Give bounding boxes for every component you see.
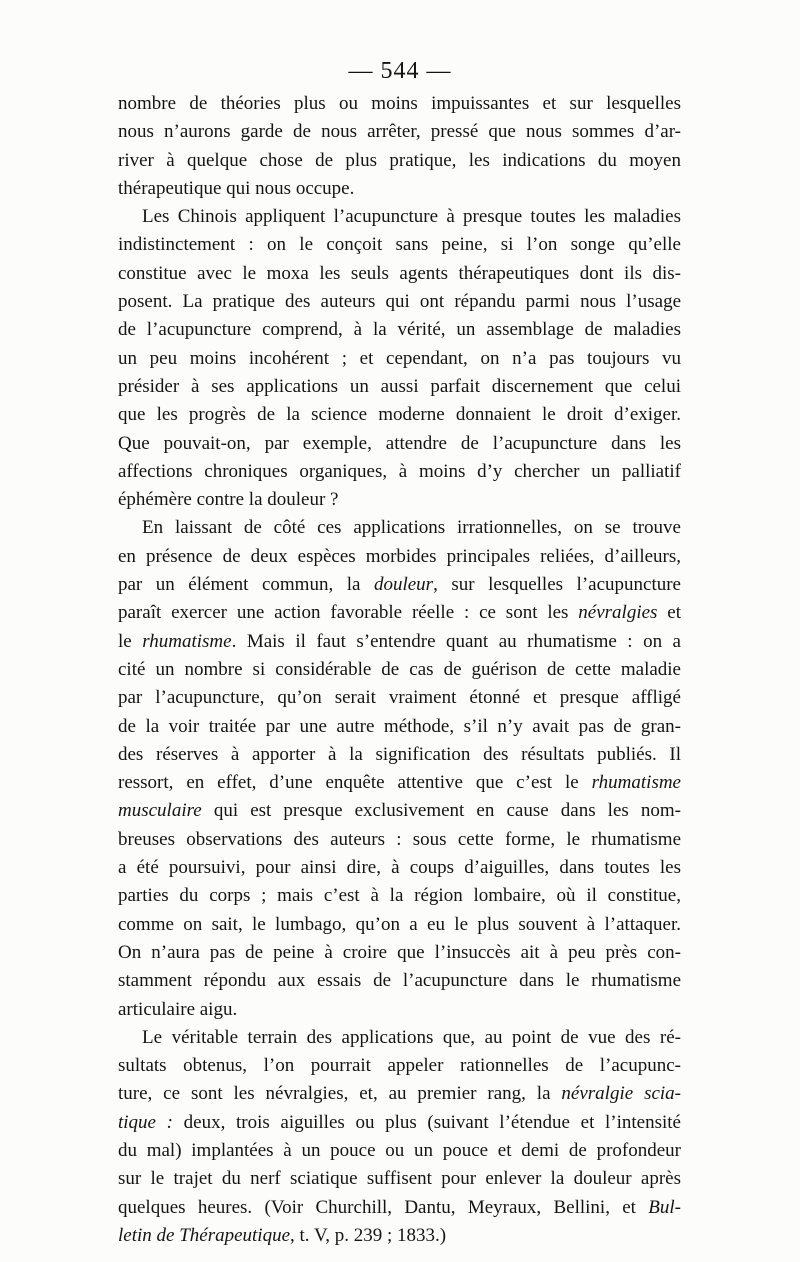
text-segment: , t. V, p. 239 ; 1833.) (290, 1224, 447, 1246)
text-segment: deux, trois aiguilles ou plus (suivant l’étendue et l’intensité (172, 1111, 681, 1133)
text-line (118, 854, 681, 882)
text-segment: des réserves à apporter à la signification des résultats publiés. Il (118, 743, 681, 765)
text-line (118, 175, 681, 203)
text-line (118, 543, 681, 571)
text-line (118, 996, 681, 1024)
paragraph (118, 203, 681, 514)
text-segment: par l’acupuncture, qu’on serait vraiment étonné et presque affligé (118, 687, 681, 709)
text-segment: articulaire aigu. (118, 998, 238, 1020)
text-line (118, 741, 681, 769)
text-line (118, 826, 681, 854)
text-segment: breuses observations des auteurs : sous cette forme, le rhumatisme (118, 828, 681, 850)
paragraph (118, 90, 681, 203)
text-line (118, 1194, 681, 1222)
italic-text: rhumatisme (142, 630, 232, 652)
text-segment: qui est presque exclusivement en cause dans les nom- (201, 800, 681, 822)
text-line (118, 260, 681, 288)
text-segment: de la voir traitée par une autre méthode, s’il n’y avait pas de gran- (118, 715, 681, 737)
text-line (118, 1165, 681, 1193)
text-segment: Que pouvait-on, par exemple, attendre de l’acupuncture dans les (118, 432, 681, 454)
text-segment: comme on sait, le lumbago, qu’on a eu le plus souvent à l’attaquer. (118, 913, 681, 935)
text-segment: parties du corps ; mais c’est à la région lombaire, où il constitue, (118, 885, 681, 907)
text-line (118, 713, 681, 741)
text-segment: Le véritable terrain des applications que, au point de vue des ré- (142, 1026, 681, 1048)
text-segment: que les progrès de la science moderne donnaient le droit d’exiger. (118, 404, 681, 426)
page-number: — 544 — (348, 58, 452, 84)
text-segment: le (118, 630, 143, 652)
text-line (118, 345, 681, 373)
text-line (118, 1109, 681, 1137)
text-segment: de l’acupuncture comprend, à la vérité, un assemblage de maladies (118, 319, 681, 341)
text-segment: présider à ses applications un aussi parfait discernement que celui (118, 375, 681, 397)
text-line (118, 514, 681, 542)
text-line (118, 656, 681, 684)
text-segment: indistinctement : on le conçoit sans peine, si l’on songe qu’elle (118, 234, 681, 256)
italic-text: douleur (373, 574, 434, 596)
italic-text: névralgie scia- (561, 1083, 681, 1105)
text-line (118, 684, 681, 712)
text-segment: et (657, 602, 681, 624)
text-segment: affections chroniques organiques, à moins d’y chercher un palliatif (118, 460, 681, 482)
text-segment: cité un nombre si considérable de cas de guérison de cette maladie (118, 658, 681, 680)
text-line (118, 373, 681, 401)
text-segment: nous n’aurons garde de nous arrêter, pressé que nous sommes d’ar- (118, 121, 681, 143)
text-segment: éphémère contre la douleur ? (118, 489, 339, 511)
text-line (118, 316, 681, 344)
text-segment: sur le trajet du nerf sciatique suffisent pour enlever la douleur après (118, 1168, 681, 1190)
text-line (118, 797, 681, 825)
italic-text: tique : (118, 1111, 173, 1133)
text-line (118, 231, 681, 259)
text-segment: paraît exercer une action favorable réelle : ce sont les (118, 602, 579, 624)
paragraph (118, 1024, 681, 1250)
italic-text: letin de Thérapeutique (118, 1224, 291, 1246)
text-segment: river à quelque chose de plus pratique, les indications du moyen (118, 149, 681, 171)
text-line (118, 882, 681, 910)
italic-text: névralgies (578, 602, 658, 624)
text-segment: sultats obtenus, l’on pourrait appeler rationnelles de l’acupunc- (118, 1055, 681, 1077)
text-line (118, 288, 681, 316)
italic-text: rhumatisme (591, 772, 681, 794)
italic-text: Bul- (648, 1196, 681, 1218)
text-segment: un peu moins incohérent ; et cependant, on n’a pas toujours vu (118, 347, 681, 369)
text-segment: thérapeutique qui nous occupe. (118, 177, 355, 199)
italic-text: musculaire (118, 800, 202, 822)
text-segment: du mal) implantées à un pouce ou un pouce et demi de profondeur (118, 1139, 681, 1161)
text-line (118, 458, 681, 486)
text-line (118, 1024, 681, 1052)
text-line (118, 203, 681, 231)
text-line (118, 967, 681, 995)
text-line (118, 911, 681, 939)
text-segment: par un élément commun, la (118, 574, 374, 596)
text-line (118, 1080, 681, 1108)
text-line (118, 118, 681, 146)
text-line (118, 1052, 681, 1080)
text-line (118, 1222, 681, 1250)
text-segment: posent. La pratique des auteurs qui ont répandu parmi nous l’usage (118, 291, 681, 313)
text-segment: On n’aura pas de peine à croire que l’insuccès ait à peu près con- (118, 941, 681, 963)
text-segment: nombre de théories plus ou moins impuissantes et sur lesquelles (118, 93, 681, 114)
body-text (118, 90, 681, 1250)
text-segment: quelques heures. (Voir Churchill, Dantu, Meyraux, Bellini, et (118, 1196, 649, 1218)
text-line (118, 599, 681, 627)
text-line (118, 90, 681, 118)
text-segment: ture, ce sont les névralgies, et, au premier rang, la (118, 1083, 562, 1105)
text-line (118, 571, 681, 599)
text-segment: , sur lesquelles l’acupuncture (433, 574, 681, 596)
text-segment: a été poursuivi, pour ainsi dire, à coups d’aiguilles, dans toutes les (118, 857, 681, 879)
text-line (118, 430, 681, 458)
paragraph (118, 514, 681, 1023)
text-line (118, 769, 681, 797)
text-segment: ressort, en effet, d’une enquête attentive que c’est le (118, 772, 592, 794)
text-segment: stamment répondu aux essais de l’acupuncture dans le rhumatisme (118, 970, 681, 992)
text-line (118, 486, 681, 514)
text-segment: . Mais il faut s’entendre quant au rhumatisme : on a (231, 630, 681, 652)
text-line (118, 1137, 681, 1165)
text-segment: En laissant de côté ces applications irrationnelles, on se trouve (142, 517, 681, 539)
text-line (118, 401, 681, 429)
text-line (118, 147, 681, 175)
text-segment: constitue avec le moxa les seuls agents thérapeutiques dont ils dis- (118, 262, 681, 284)
text-line (118, 939, 681, 967)
text-line (118, 628, 681, 656)
text-segment: Les Chinois appliquent l’acupuncture à presque toutes les maladies (142, 206, 681, 228)
text-segment: en présence de deux espèces morbides principales reliées, d’ailleurs, (118, 545, 681, 567)
